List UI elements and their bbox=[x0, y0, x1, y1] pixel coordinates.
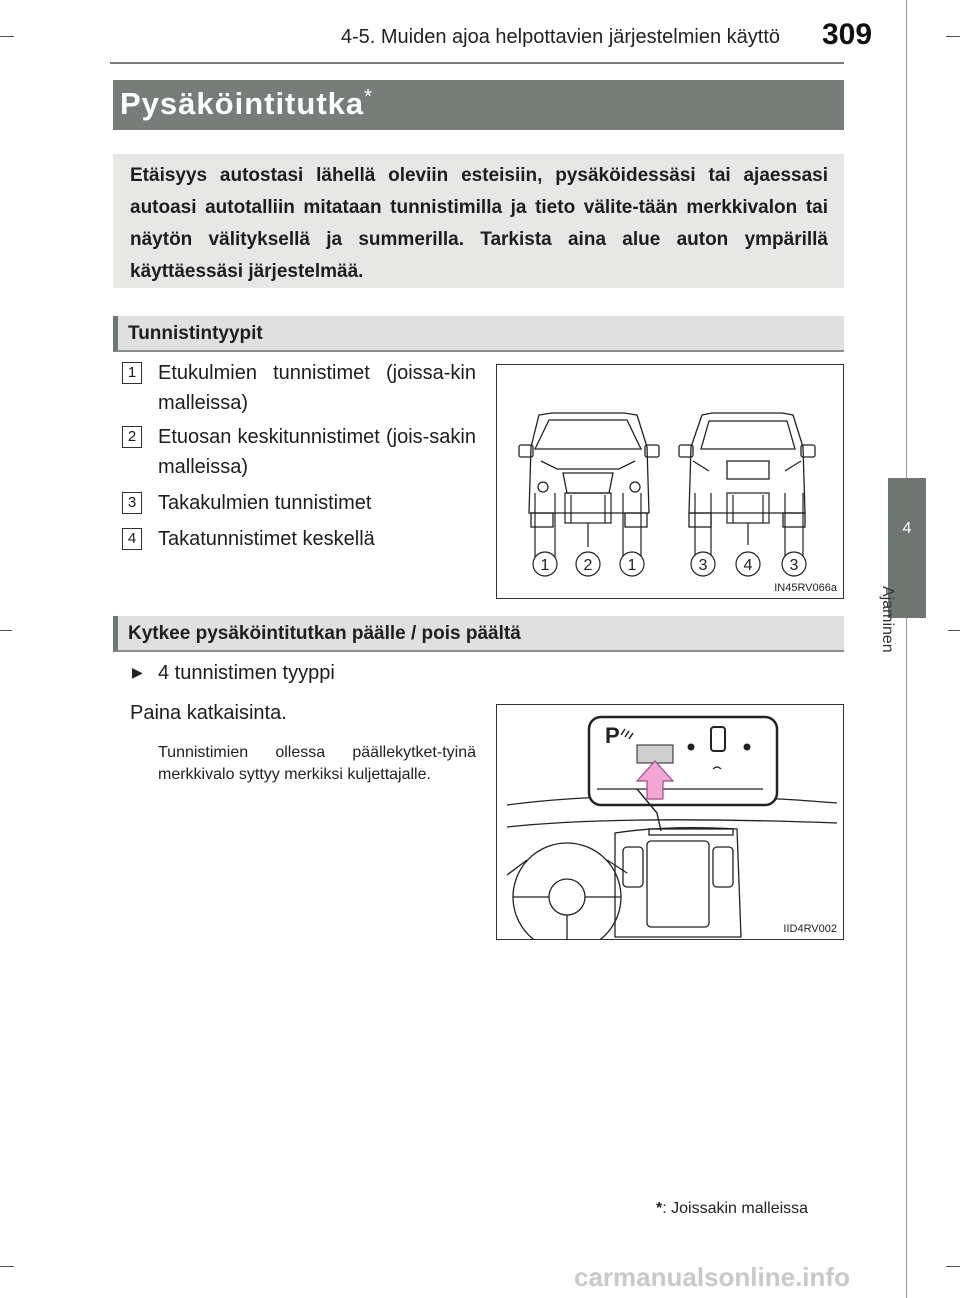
header-section-title: 4-5. Muiden ajoa helpottavien järjestelmien käyttö bbox=[340, 26, 780, 48]
callout-label: 2 bbox=[583, 557, 593, 574]
item-number: 4 bbox=[122, 528, 142, 550]
list-item: Takatunnistimet keskellä bbox=[158, 528, 375, 550]
dashboard-figure bbox=[496, 704, 844, 940]
bullet-icon: ▶ bbox=[132, 664, 143, 680]
page-title-text: Pysäköintitutka bbox=[120, 86, 365, 121]
crop-mark bbox=[0, 630, 12, 631]
chapter-label: Ajaminen bbox=[879, 586, 896, 653]
list-item: Takakulmien tunnistimet bbox=[158, 492, 372, 514]
item-number: 3 bbox=[122, 492, 142, 514]
instruction-text: Paina katkaisinta. bbox=[130, 702, 287, 724]
item-number: 1 bbox=[122, 362, 142, 384]
note-text: Tunnistimien ollessa päällekytket-tyinä merkkivalo syttyy merkiksi kuljettajalle. bbox=[158, 744, 476, 783]
crop-mark bbox=[946, 1266, 960, 1267]
intro-text: Etäisyys autostasi lähellä oleviin esteisiin, pysäköidessäsi tai ajaessasi autoasi autotalliin mitataan tunnistimilla ja tieto välite-tään merkkivalon tai näytön välityksellä ja summerilla. Tarkista aina alue auton ympärillä käyttäessäsi järjestelmää. bbox=[130, 165, 828, 282]
crop-mark bbox=[0, 1266, 14, 1267]
footnote-text: : Joissakin malleissa bbox=[662, 1200, 809, 1217]
list-item: Etukulmien tunnistimet (joissa-kin malleissa) bbox=[158, 362, 476, 414]
item-number: 2 bbox=[122, 426, 142, 448]
callout-label: 4 bbox=[743, 557, 753, 574]
chapter-number: 4 bbox=[902, 520, 912, 537]
callout-label: 1 bbox=[540, 557, 550, 574]
bullet-text: 4 tunnistimen tyyppi bbox=[158, 662, 335, 684]
crop-mark bbox=[0, 36, 14, 37]
title-marker: * bbox=[364, 86, 373, 108]
section-heading-switch: Kytkee pysäköintitutkan päälle / pois päältä bbox=[128, 623, 521, 644]
footnote bbox=[656, 1200, 808, 1218]
callout-label: 1 bbox=[627, 557, 637, 574]
crop-mark bbox=[946, 36, 960, 37]
callout-label: 3 bbox=[789, 557, 799, 574]
section-heading-sensor-types: Tunnistintyypit bbox=[128, 323, 263, 344]
side-divider bbox=[906, 0, 907, 1298]
header-rule bbox=[110, 62, 844, 64]
watermark: carmanualsonline.info bbox=[574, 1262, 850, 1292]
parking-button-symbol: P bbox=[605, 723, 620, 748]
page-title bbox=[120, 86, 373, 122]
dashboard-illustration bbox=[497, 705, 843, 939]
page-number: 309 bbox=[822, 18, 873, 51]
footnote-marker: * bbox=[656, 1200, 663, 1217]
crop-mark bbox=[948, 630, 960, 631]
sensor-figure bbox=[496, 364, 844, 599]
list-item: Etuosan keskitunnistimet (jois-sakin malleissa) bbox=[158, 426, 476, 478]
car-sensor-illustration bbox=[497, 365, 843, 598]
figure-code: IID4RV002 bbox=[783, 923, 837, 935]
figure-code: IN45RV066a bbox=[774, 582, 837, 594]
callout-label: 3 bbox=[698, 557, 708, 574]
